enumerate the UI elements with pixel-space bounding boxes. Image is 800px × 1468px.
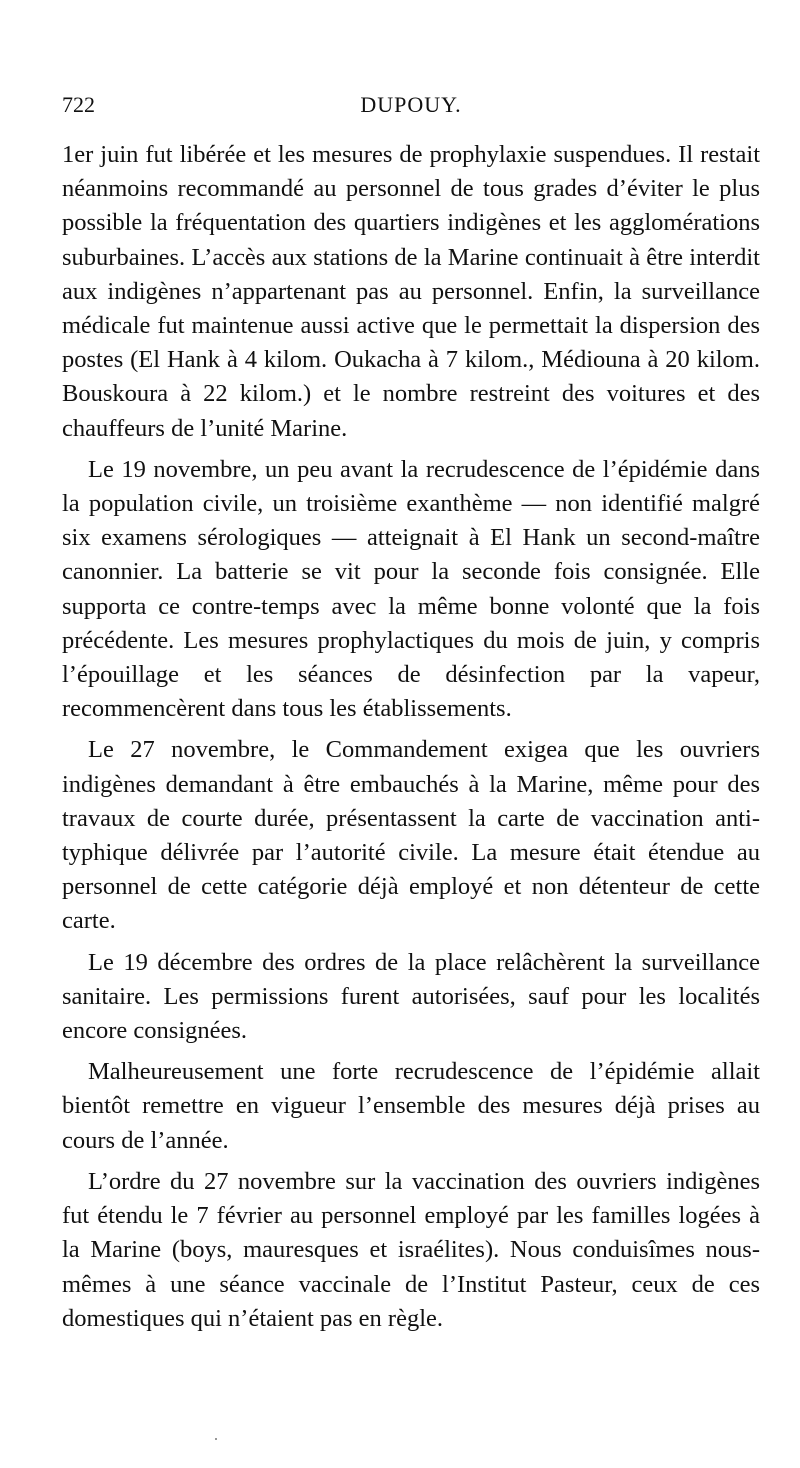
paragraph: Le 19 novembre, un peu avant la recrudescence de l’épidémie dans la population civile, un troisième exanthème — non identifié malgré six examens sérologiques — atteignait à El Hank un second-maître canonnier. La batterie se vit pour la seconde fois consignée. Elle supporta ce contre-temps avec la même bonne volonté que la fois précédente. Les mesures prophylactiques du mois de juin, y compris l’épouillage et les séances de désinfection par la vapeur, recommencèrent dans tous les établissements.	[62, 455, 760, 723]
paragraph: 1er juin fut libérée et les mesures de prophylaxie suspendues. Il restait néanmoins recommandé au personnel de tous grades d’éviter le plus possible la fréquentation des quartiers indigènes et les agglomérations suburbaines. L’accès aux stations de la Marine continuait à être interdit aux indigènes n’appartenant pas au personnel. Enfin, la surveillance médicale fut maintenue aussi active que le permettait la dispersion des postes (El Hank à 4 kilom. Oukacha à 7 kilom., Médiouna à 20 kilom. Bouskoura à 22 kilom.) et le nombre restreint des voitures et des chauffeurs de l’unité Marine.	[62, 141, 760, 442]
paragraph: Le 27 novembre, le Commandement exigea que les ouvriers indigènes demandant à être embauchés à la Marine, même pour des travaux de courte durée, présentassent la carte de vaccination anti-typhique délivrée par l’autorité civile. La mesure était étendue au personnel de cette catégorie déjà employé et non détenteur de cette carte.	[62, 736, 760, 935]
page-number: 722	[62, 92, 95, 117]
paragraph: L’ordre du 27 novembre sur la vaccination des ouvriers indigènes fut étendu le 7 février au personnel employé par les familles logées à la Marine (boys, mauresques et israélites). Nous conduisîmes nous-mêmes à une séance vaccinale de l’Institut Pasteur, ceux de ces domestiques qui n’étaient pas en règle.	[62, 1167, 760, 1332]
page-header	[62, 92, 760, 122]
body-text	[62, 138, 760, 1343]
ink-speck	[215, 1438, 217, 1440]
running-head: DUPOUY.	[360, 92, 462, 117]
paragraph: Le 19 décembre des ordres de la place relâchèrent la surveillance sanitaire. Les permissions furent autorisées, sauf pour les localités encore consignées.	[62, 948, 760, 1045]
paragraph: Malheureusement une forte recrudescence de l’épidémie allait bientôt remettre en vigueur l’ensemble des mesures déjà prises au cours de l’année.	[62, 1058, 760, 1154]
